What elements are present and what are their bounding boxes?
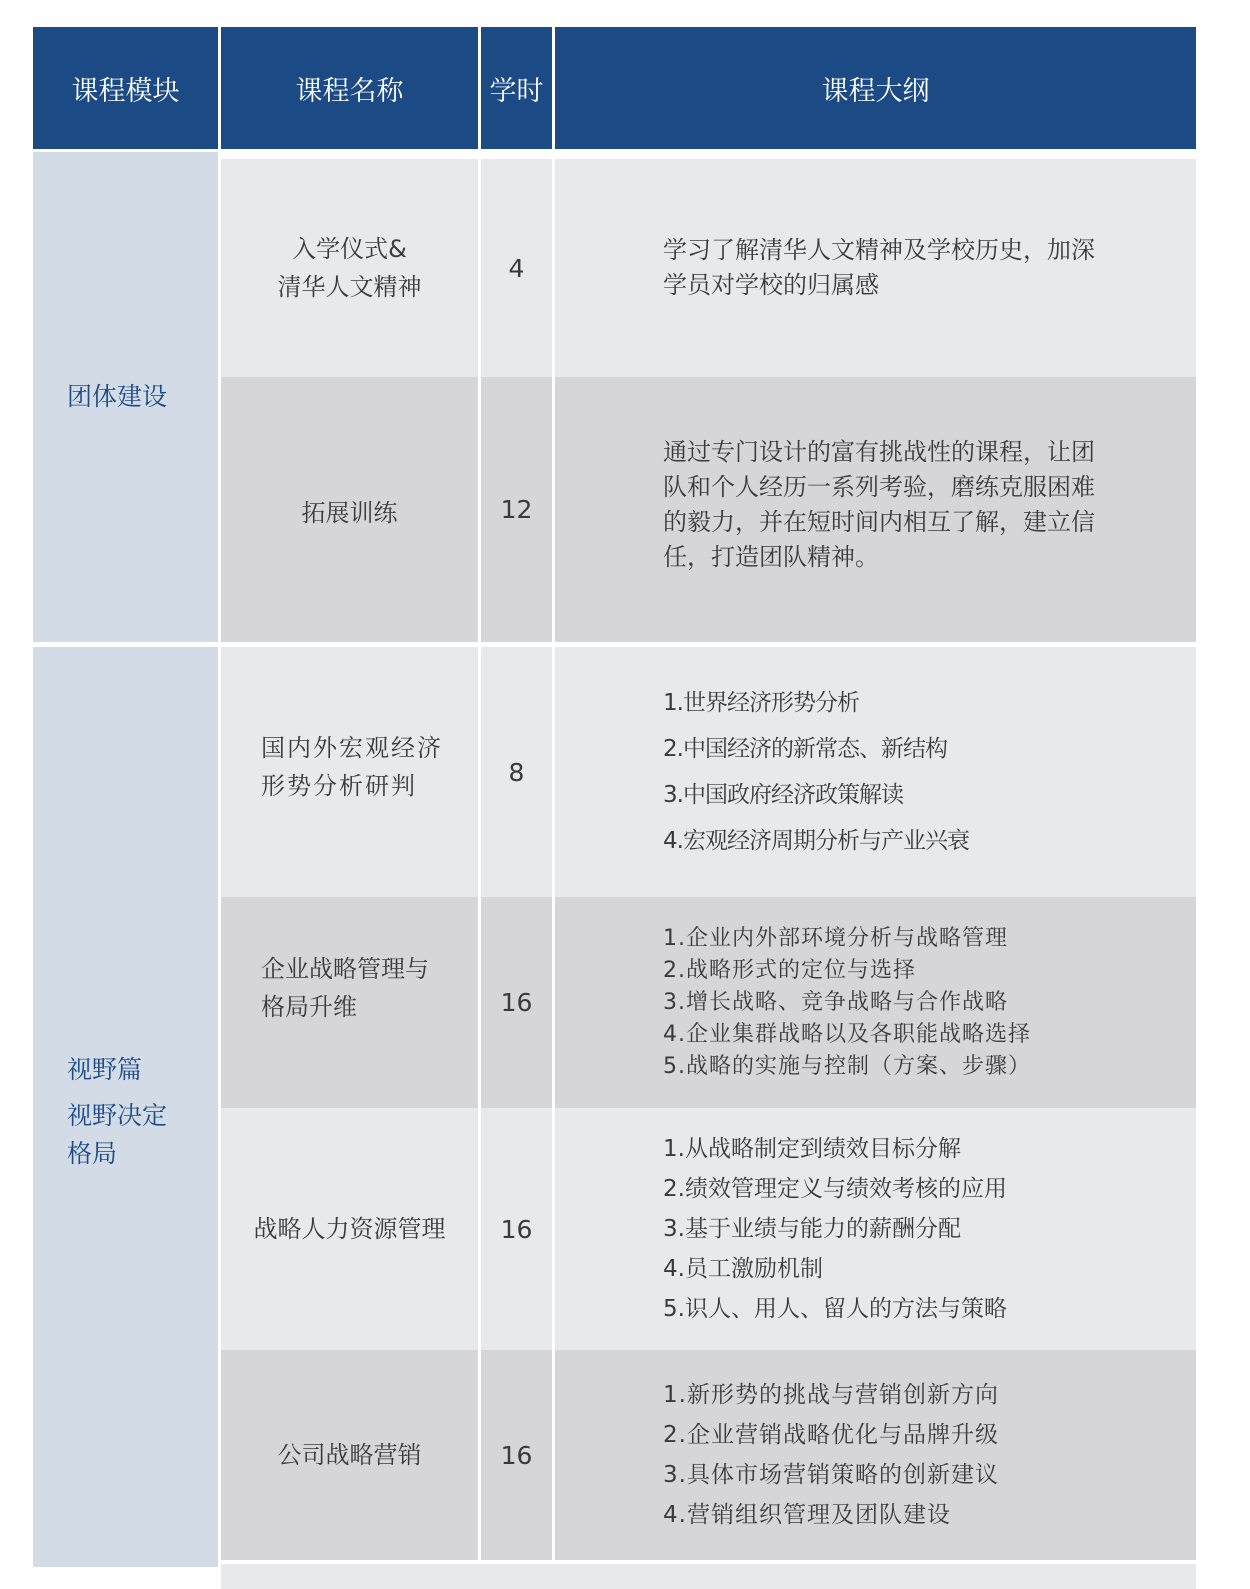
course-name-line: 格局升维: [261, 992, 357, 1021]
course-hours-cell: [481, 1350, 552, 1560]
outline-line: 4.营销组织管理及团队建设: [663, 1502, 951, 1528]
module-vision: [33, 647, 218, 1567]
module-line: 格局: [67, 1139, 118, 1168]
course-name-cell: [221, 1350, 478, 1560]
course-hours: 16: [500, 1440, 533, 1470]
module-line: 视野决定: [67, 1101, 168, 1130]
outline-line: 学习了解清华人文精神及学校历史，加深: [663, 236, 1095, 264]
header-hours: [481, 27, 552, 149]
course-name-cell: [221, 897, 478, 1108]
outline-line: 4.宏观经济周期分析与产业兴衰: [663, 828, 969, 854]
outline-line: 队和个人经历一系列考验，磨练克服困难: [663, 472, 1095, 501]
module-team-building: [33, 152, 218, 642]
header-module-label: 课程模块: [71, 75, 180, 107]
next-row-strip: [221, 1564, 1196, 1589]
course-name-line: 国内外宏观经济: [261, 734, 443, 762]
course-hours-cell: [481, 377, 552, 642]
outline-line: 5.战略的实施与控制（方案、步骤）: [663, 1053, 1031, 1079]
header-name-label: 课程名称: [295, 75, 404, 107]
course-hours: 16: [500, 988, 533, 1017]
outline-line: 学员对学校的归属感: [663, 271, 879, 299]
course-outline-cell: [555, 647, 1196, 897]
header-outline: [555, 27, 1196, 149]
course-name-line: 形势分析研判: [261, 772, 417, 800]
outline-line: 通过专门设计的富有挑战性的课程，让团: [663, 437, 1095, 466]
course-name-line: 企业战略管理与: [261, 954, 429, 983]
header-hours-label: 学时: [489, 75, 544, 107]
course-hours: 12: [500, 495, 533, 524]
course-hours-cell: [481, 647, 552, 897]
course-hours-cell: [481, 1108, 552, 1350]
outline-line: 2.企业营销战略优化与品牌升级: [663, 1422, 999, 1448]
course-name-line: 拓展训练: [301, 498, 398, 527]
course-hours: 4: [508, 253, 525, 283]
outline-line: 的毅力，并在短时间内相互了解，建立信: [663, 507, 1095, 536]
course-hours-cell: [481, 897, 552, 1108]
module-line: 视野篇: [67, 1055, 143, 1084]
outline-line: 2.战略形式的定位与选择: [663, 957, 916, 983]
outline-line: 3.具体市场营销策略的创新建议: [663, 1462, 999, 1488]
course-name-cell: [221, 647, 478, 897]
course-outline-cell: [555, 1108, 1196, 1350]
outline-line: 1.新形势的挑战与营销创新方向: [663, 1382, 999, 1408]
outline-line: 4.员工激励机制: [663, 1256, 823, 1282]
course-hours: 8: [508, 757, 525, 787]
course-name-line: 战略人力资源管理: [253, 1215, 446, 1243]
outline-line: 4.企业集群战略以及各职能战略选择: [663, 1021, 1031, 1047]
course-name-line: 入学仪式&: [292, 235, 407, 263]
header-module: [33, 27, 218, 149]
course-outline-cell: [555, 1350, 1196, 1560]
header-name: [221, 27, 478, 149]
course-outline-cell: [555, 159, 1196, 377]
outline-line: 3.中国政府经济政策解读: [663, 782, 903, 808]
outline-line: 1.企业内外部环境分析与战略管理: [663, 925, 1008, 951]
outline-line: 3.增长战略、竞争战略与合作战略: [663, 989, 1008, 1015]
course-outline-cell: [555, 377, 1196, 642]
course-name-cell: [221, 1108, 478, 1350]
header-outline-label: 课程大纲: [821, 75, 930, 107]
course-hours: 16: [500, 1214, 533, 1244]
outline-line: 2.中国经济的新常态、新结构: [663, 736, 947, 762]
outline-line: 5.识人、用人、留人的方法与策略: [663, 1296, 1007, 1322]
outline-line: 1.世界经济形势分析: [663, 690, 859, 716]
outline-line: 1.从战略制定到绩效目标分解: [663, 1136, 961, 1162]
outline-line: 2.绩效管理定义与绩效考核的应用: [663, 1176, 1007, 1202]
outline-line: 任，打造团队精神。: [663, 542, 879, 571]
course-name-line: 公司战略营销: [277, 1441, 422, 1469]
course-name-cell: [221, 159, 478, 377]
course-name-cell: [221, 377, 478, 642]
course-name-line: 清华人文精神: [277, 273, 422, 301]
course-outline-cell: [555, 897, 1196, 1108]
course-hours-cell: [481, 159, 552, 377]
outline-line: 3.基于业绩与能力的薪酬分配: [663, 1216, 961, 1242]
module-line: 团体建设: [67, 382, 168, 411]
